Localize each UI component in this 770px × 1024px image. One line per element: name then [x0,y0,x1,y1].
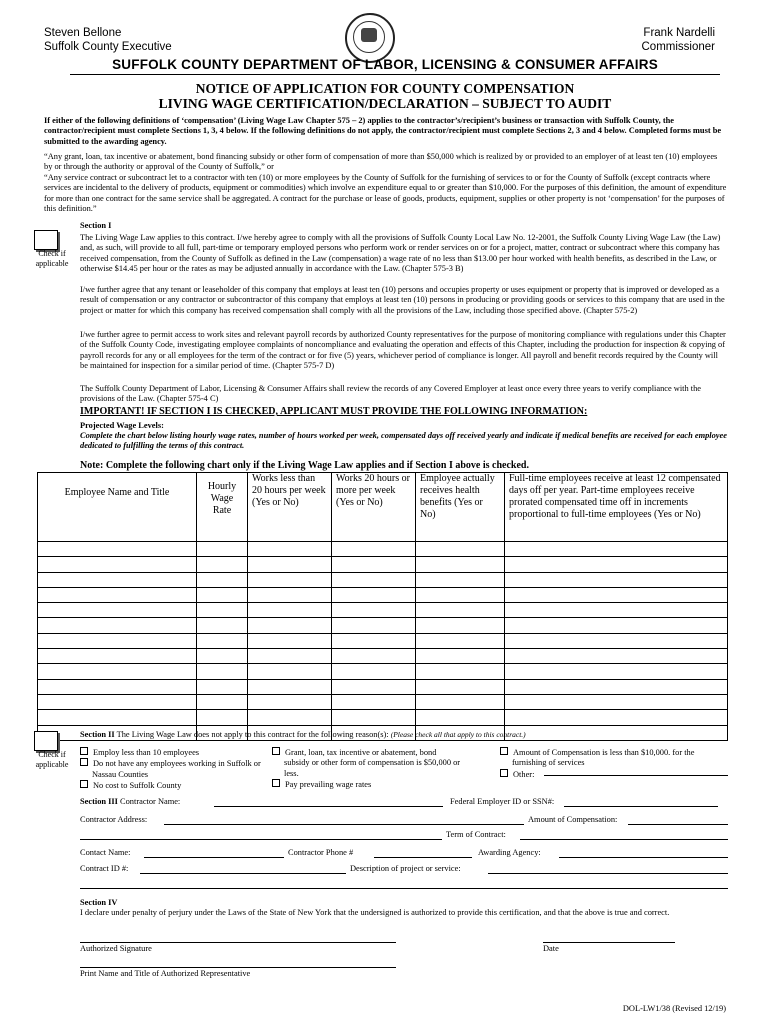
contractor-phone-label: Contractor Phone # [288,848,354,857]
contractor-phone-field[interactable] [374,857,472,858]
col-days-off: Full-time employees receive at least 12 compensated days off per year. Part-time employees receive prorated compensated time off in increments proportional to full-time employees (Yes or No) [505,473,728,542]
checkbox-icon [80,780,88,788]
federal-id-field[interactable] [564,806,718,807]
section4-declaration: I declare under penalty of perjury under the Laws of the State of New York that the undersigned is authorized to provide this certification, and that the above is true and correct. [80,908,670,917]
col-hourly-wage: Hourly Wage Rate [197,473,248,542]
section2-check-label: Check if applicable [35,750,69,770]
form-title-1: NOTICE OF APPLICATION FOR COUNTY COMPENSATION [195,81,575,96]
table-row[interactable] [38,618,728,633]
table-row[interactable] [38,633,728,648]
checkbox-icon [80,747,88,755]
table-row[interactable] [38,587,728,602]
commissioner-title: Commissioner [641,41,715,53]
term-field[interactable] [520,839,728,840]
section2-checkbox[interactable] [34,731,58,751]
section1-check-label: Check if applicable [35,249,69,269]
reason-compensation-50k[interactable]: Grant, loan, tax incentive or abatement, bond subsidy or other form of compensation is $50,000 or less. [272,747,462,779]
reason-under-10-employees[interactable]: Employ less than 10 employees [80,747,265,758]
definition-2: “Any service contract or subcontract let to a contractor with ten (10) or more employees by the County of Suffolk for the furnishing of services to or for the County of Suffolk (except contracts where services are incidental to the delivery of products, equipment or commodities) which involve an expenditure equal to or greater than $10,000. For the purposes of this definition, the amount of expenditure for more than one contract for the same service shall be aggregated. A contract for the purchase or lease of goods, products, equipment, supplies or other property is not ‘compensation’ for the purposes of this definition.” [44,173,727,214]
reason-no-cost[interactable]: No cost to Suffolk County [80,780,265,791]
description-field[interactable] [488,873,728,874]
executive-name: Steven Bellone [44,27,122,39]
awarding-agency-label: Awarding Agency: [478,848,541,857]
federal-id-label: Federal Employer ID or SSN#: [450,797,555,806]
wage-table [37,472,728,741]
section2-col1 [80,747,265,792]
signature-label: Authorized Signature [80,944,152,953]
date-field[interactable] [543,942,675,943]
contractor-address-label: Contractor Address: [80,815,148,824]
reason-no-local-employees[interactable]: Do not have any employees working in Suffolk or Nassau Counties [80,758,265,780]
projected-wage-heading: Projected Wage Levels: [80,421,164,430]
print-name-field[interactable] [80,967,396,968]
table-row[interactable] [38,572,728,587]
awarding-agency-field[interactable] [559,857,728,858]
description-label: Description of project or service: [350,864,461,873]
term-label: Term of Contract: [446,830,506,839]
contract-id-label: Contract ID #: [80,864,129,873]
table-row[interactable] [38,603,728,618]
table-row[interactable] [38,557,728,572]
section2-intro [80,730,730,740]
contractor-address-field-2[interactable] [80,839,442,840]
table-header-row [38,473,728,542]
section2-col2 [272,747,462,791]
print-name-label: Print Name and Title of Authorized Representative [80,969,251,978]
form-title-2: LIVING WAGE CERTIFICATION/DECLARATION – SUBJECT TO AUDIT [158,96,612,111]
col-works-less-20: Works less than 20 hours per week (Yes or No) [248,473,332,542]
county-seal-icon [345,13,395,63]
section4-heading: Section IV [80,898,118,907]
intro-instructions: If either of the following definitions of ‘compensation’ (Living Wage Law Chapter 575 – 2) applies to the contractor’s/recipient’s business or transaction with Suffolk County, the contractor/recipient must complete Sections 1, 3, 4 below. If the following definitions do not apply, the contractor/recipient must complete Sections 2, 3 and 4 below. Completed forms must be submitted to the awarding agency. [44,116,722,146]
other-reason-line[interactable] [544,775,728,776]
checkbox-icon [272,779,280,787]
checkbox-icon [500,747,508,755]
department-title: SUFFOLK COUNTY DEPARTMENT OF LABOR, LICENSING & CONSUMER AFFAIRS [112,57,658,72]
important-notice: IMPORTANT! IF SECTION I IS CHECKED, APPLICANT MUST PROVIDE THE FOLLOWING INFORMATION: [80,406,588,417]
contact-name-field[interactable] [144,857,284,858]
checkbox-icon [272,747,280,755]
description-field-2[interactable] [80,888,728,889]
table-row[interactable] [38,694,728,709]
section1-para4: The Suffolk County Department of Labor, Licensing & Consumer Affairs shall review the records of any Covered Employer at least once every three years to verify compliance with the provisions of the Law. (Chapter 575-4 C) [80,384,702,404]
table-row[interactable] [38,649,728,664]
section1-heading: Section I [80,221,112,230]
col-health-benefits: Employee actually receives health benefits (Yes or No) [416,473,505,542]
checkbox-icon [80,758,88,766]
county-executive [44,26,172,54]
commissioner [642,26,716,54]
contractor-address-field[interactable] [164,824,524,825]
section1-para3: I/we further agree to permit access to work sites and relevant payroll records by authorized County representatives for the purpose of monitoring compliance with regulations under this Chapter of the Suffolk County Code, investigating employee complaints of noncompliance and evaluating the operation and effects of this Chapter, including the production for inspection & copying of payroll records for any or all employees for the term of the contract or for five (5) years, whichever period of compliance is longer. All payroll and benefit records required by the County will be maintained for inspection for a similar period of time. (Chapter 575-7 D) [80,330,726,371]
section1-para1: The Living Wage Law applies to this contract. I/we hereby agree to comply with all the provisions of Suffolk County Local Law No. 12-2001, the Suffolk County Living Wage Law (the Law) and, as such, will provide to all full, part-time or temporary employed persons who perform work or render services on or for a project, matter, contract or subcontract where this company has received compensation, from the County of Suffolk as defined in the Law (compensation) a wage rate of no less than $13.00 per hour worked with health benefits, as described in the Law, or otherwise $14.45 per hour or the rates as may be adjusted annually in accordance with the Law. (Chapter 575-3 B) [80,233,721,274]
table-row[interactable] [38,710,728,725]
contractor-name-field[interactable] [214,806,443,807]
col-works-20-more: Works 20 hours or more per week (Yes or No) [332,473,416,542]
reason-prevailing-wage[interactable]: Pay prevailing wage rates [272,779,462,790]
contract-id-field[interactable] [140,873,346,874]
section1-checkbox[interactable] [34,230,58,250]
commissioner-name: Frank Nardelli [643,27,715,39]
section2-heading: Section II [80,730,115,739]
signature-field[interactable] [80,942,396,943]
table-row[interactable] [38,664,728,679]
checkbox-icon [500,769,508,777]
section2-text: The Living Wage Law does not apply to this contract for the following reason(s): [116,730,389,739]
executive-title: Suffolk County Executive [44,41,172,53]
contact-name-label: Contact Name: [80,848,131,857]
reason-compensation-10k[interactable]: Amount of Compensation is less than $10,000. for the furnishing of services [500,747,728,769]
col-employee-name: Employee Name and Title [38,473,197,542]
section1-para2: I/we further agree that any tenant or leaseholder of this company that employs at least ten (10) persons and occupies property or uses equipment or property that is improved or developed as a result of compensation or any contractor or subcontractor of this company that employs at least ten (10) persons in producing or providing goods or services to this company that are used in the project or matter for which this company has received compensation shall comply with all the provisions of the Law, including those specified above. (Chapter 575-2) [80,285,725,315]
chart-note: Note: Complete the following chart only if the Living Wage Law applies and if Section I above is checked. [80,460,529,471]
section2-hint: (Please check all that apply to this contract.) [390,730,526,739]
date-label: Date [543,944,559,953]
definition-1: “Any grant, loan, tax incentive or abatement, bond financing subsidy or other form of compensation of more than $50,000 which is realized by or provided to an employer of at least ten (10) employees by or through the authority or approval of the County of Suffolk,” or [44,152,718,172]
header-divider [70,74,720,75]
amount-field[interactable] [628,824,728,825]
contractor-name-label: Section III Contractor Name: [80,797,181,806]
chart-instructions: Complete the chart below listing hourly wage rates, number of hours worked per week, compensated days off received yearly and indicate if medical benefits are received for each employee dedicated to fulfilling the terms of this contract. [80,431,727,451]
table-row[interactable] [38,542,728,557]
reason-other[interactable]: Other: [500,769,728,780]
form-id: DOL-LW1/38 (Revised 12/19) [622,1004,726,1013]
amount-label: Amount of Compensation: [528,815,618,824]
table-row[interactable] [38,679,728,694]
